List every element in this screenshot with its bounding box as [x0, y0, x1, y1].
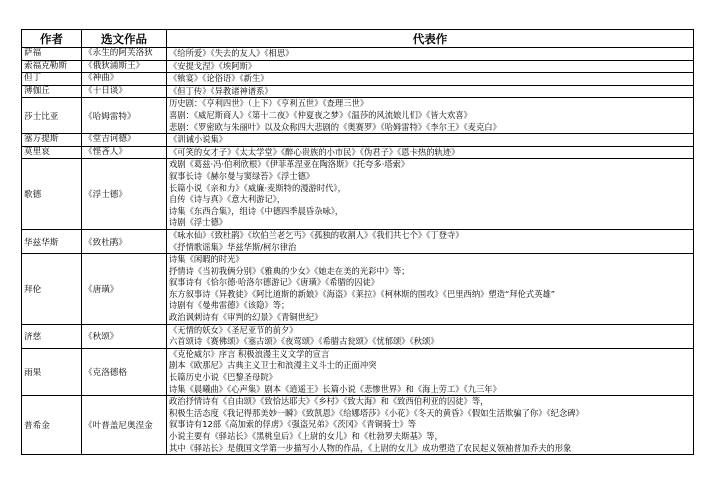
- work-cell[interactable]: 《神曲》: [82, 73, 167, 86]
- table-row: [22, 254, 694, 325]
- representative-cell[interactable]: [167, 254, 694, 325]
- author-cell[interactable]: 塞万提斯: [22, 134, 82, 147]
- table-row: [22, 134, 694, 147]
- representative-line: 自传《诗与真》《意大利游记》，: [169, 194, 286, 205]
- table-row: [22, 60, 694, 73]
- work-cell[interactable]: 《悭吝人》: [82, 146, 167, 159]
- header-row: [22, 30, 694, 48]
- table-row: [22, 348, 694, 395]
- representative-cell[interactable]: [167, 134, 694, 147]
- representative-line: 戏剧《葛兹·冯·伯利欣根》《伊菲革涅亚在陶洛斯》《托夸多·塔索》: [169, 159, 410, 170]
- representative-cell[interactable]: [167, 60, 694, 73]
- representative-cell[interactable]: [167, 348, 694, 395]
- representative-line: 政治抒情诗有《自由颂》《致恰达耶夫》《乡村》《致大海》和《致西伯利亚的囚徒》等，: [169, 396, 489, 407]
- representative-line: 《咏水仙》《致杜鹃》《坎伯兰老乞丐》《孤独的收割人》《我们共七个》《丁登寺》: [169, 229, 464, 240]
- author-cell[interactable]: 薄伽丘: [22, 85, 82, 98]
- representative-cell[interactable]: [167, 85, 694, 98]
- representative-line: 诗剧有《曼弗雷德》《该隐》等；: [169, 300, 290, 311]
- author-cell[interactable]: 萨福: [22, 48, 82, 61]
- representative-line: 抒情诗《当初我俩分别》《雅典的少女》《她走在美的光彩中》等；: [169, 265, 410, 276]
- author-cell[interactable]: 索福克勒斯: [22, 60, 82, 73]
- representative-line: 《可笑的女才子》《太太学堂》《醉心贵族的小市民》《伪君子》《恩卡热的轨迹》: [169, 146, 460, 157]
- representative-line: 《给所爱》《失去的友人》《相思》: [169, 48, 294, 58]
- author-cell[interactable]: 但丁: [22, 73, 82, 86]
- representative-line: 《抒情歌谣集》华兹华斯/柯尔律治: [169, 241, 297, 252]
- representative-line: 积极生活态度《我记得那美妙一瞬》《致凯恩》《给娜塔莎》《小花》《冬天的黄昏》《假如生活欺骗了你》《纪念碑》: [169, 407, 584, 418]
- representative-cell[interactable]: [167, 159, 694, 230]
- representative-line: 诗剧《浮士德》: [169, 217, 228, 228]
- table-row: [22, 324, 694, 348]
- representative-line: 叙事诗有12部《高加索的俘虏》《强盗兄弟》《茨冈》《青铜骑士》等: [169, 419, 417, 430]
- work-cell[interactable]: 《堂吉诃德》: [82, 134, 167, 147]
- header-work[interactable]: 选文作品: [82, 30, 167, 48]
- representative-line: 诗集《东西合集》，组诗《中德四季晨昏杂咏》，: [169, 205, 344, 216]
- work-cell[interactable]: 《秋颂》: [82, 324, 167, 348]
- table-row: [22, 98, 694, 134]
- representative-line: 《飨宴》《论俗语》《新生》: [169, 73, 269, 84]
- author-cell[interactable]: 莫里哀: [22, 146, 82, 159]
- work-cell[interactable]: 《克洛德格: [82, 348, 167, 395]
- table-row: [22, 85, 694, 98]
- author-cell[interactable]: 华兹华斯: [22, 229, 82, 253]
- representative-cell[interactable]: [167, 229, 694, 253]
- representative-line: 悲剧：《罗密欧与朱丽叶》以及众称四大悲剧的《奥赛罗》《哈姆雷特》《李尔王》《麦克白》: [169, 121, 501, 132]
- representative-line: 六首颂诗《赛佛颂》《塞古颂》《夜莺颂》《希腊古瓮颂》《忧郁颂》《秋颂》: [169, 336, 439, 347]
- representative-line: 诗集《闲暇的时光》: [169, 254, 244, 265]
- representative-line: 《训诫小说集》: [169, 134, 228, 145]
- work-cell[interactable]: 《俄狄浦斯王》: [82, 60, 167, 73]
- representative-line: 其中《驿站长》是俄国文学第一步描写小人物的作品，《上尉的女儿》成功塑造了农民起义领袖普加乔夫的形象: [169, 442, 572, 453]
- author-cell[interactable]: 莎士比亚: [22, 98, 82, 134]
- representative-line: 《但丁传》《异教诸神谱系》: [169, 85, 273, 96]
- representative-line: 政治讽刺诗有《审判的幻景》《青铜世纪》: [169, 312, 323, 323]
- representative-cell[interactable]: [167, 396, 694, 455]
- work-cell[interactable]: 《致杜鹃》: [82, 229, 167, 253]
- representative-cell[interactable]: [167, 73, 694, 86]
- author-cell[interactable]: 雨果: [22, 348, 82, 395]
- table-row: [22, 146, 694, 159]
- representative-line: 长篇历史小说《巴黎圣母院》: [169, 372, 277, 383]
- table-row: [22, 396, 694, 455]
- table-row: [22, 159, 694, 230]
- representative-line: 叙事诗有《恰尔德·哈洛尔德游记》《唐璜》《希腊的囚徒》: [169, 277, 380, 288]
- representative-line: 东方叙事诗《异教徒》《阿比道斯的新娘》《海盗》《莱拉》《柯林斯的围攻》《巴里西纳》塑造“拜伦式英雄”: [169, 288, 556, 299]
- representative-line: 历史剧：《亨利四世》（上下）《亨利五世》《查理三世》: [169, 98, 369, 109]
- work-cell[interactable]: 《哈姆雷特》: [82, 98, 167, 134]
- representative-cell[interactable]: [167, 146, 694, 159]
- representative-line: 长篇小说《亲和力》《威廉·麦斯特的漫游时代》，: [169, 182, 346, 193]
- representative-line: 诗集《晨曦曲》《心声集》剧本《逍遥王》长篇小说《悲惨世界》和《海上劳工》《九三年》: [169, 383, 501, 394]
- header-representative[interactable]: 代表作: [167, 30, 694, 48]
- author-cell[interactable]: 拜伦: [22, 254, 82, 325]
- author-cell[interactable]: 普希金: [22, 396, 82, 455]
- work-cell[interactable]: 《唐璜》: [82, 254, 167, 325]
- representative-line: 《克伦威尔》序言 积极浪漫主义文学的宣言: [169, 348, 330, 359]
- representative-line: 《安提戈涅》《埃阿斯》: [169, 60, 257, 71]
- representative-cell[interactable]: [167, 324, 694, 348]
- representative-line: 小说主要有《驿站长》《黑桃皇后》《上尉的女儿》和《杜勃罗夫斯基》等，: [169, 431, 443, 441]
- author-cell[interactable]: 歌德: [22, 159, 82, 230]
- representative-line: 剧本《欧那尼》古典主义卫士和浪漫主义斗士的正面冲突: [169, 360, 377, 371]
- author-cell[interactable]: 济慈: [22, 324, 82, 348]
- work-cell[interactable]: 《永生的阿芙洛狄: [82, 48, 167, 61]
- table-row: [22, 229, 694, 253]
- literature-table: [21, 29, 694, 455]
- representative-line: 叙事长诗《赫尔曼与窦绿苔》《浮士德》: [169, 170, 315, 181]
- representative-cell[interactable]: [167, 98, 694, 134]
- representative-line: 喜剧：《威尼斯商人》《第十二夜》《仲夏夜之梦》《温莎的风流娘儿们》《皆大欢喜》: [169, 109, 472, 120]
- table-row: [22, 73, 694, 86]
- representative-line: 《无情的妖女》《圣尼亚节的前夕》: [169, 324, 298, 335]
- work-cell[interactable]: 《浮士德》: [82, 159, 167, 230]
- table-row: [22, 48, 694, 61]
- representative-cell[interactable]: [167, 48, 694, 61]
- header-author[interactable]: 作者: [22, 30, 82, 48]
- work-cell[interactable]: 《十日谈》: [82, 85, 167, 98]
- work-cell[interactable]: 《叶普盖尼奥涅金: [82, 396, 167, 455]
